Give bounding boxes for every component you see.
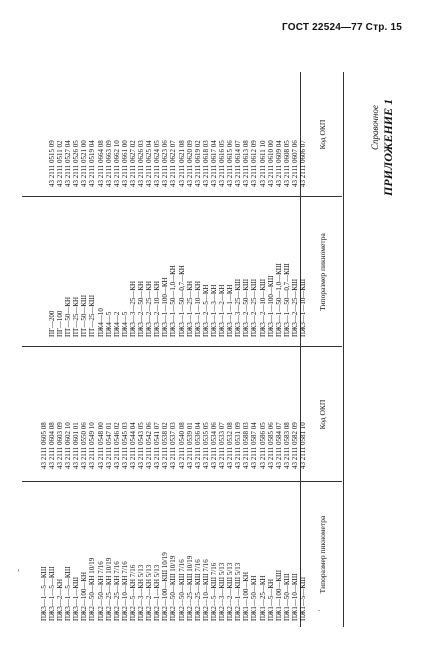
right-size-cell: ПЖ3—1—50—0,7—КН <box>177 265 186 337</box>
right-size-cell: ПЖ3—2—25—КН <box>145 280 154 337</box>
left-okp-cell: 43 2111 0536 04 <box>193 422 202 469</box>
right-okp-cell: 43 2111 0662 10 <box>112 140 121 187</box>
left-size-cell: ПЖ2—100—КН <box>80 571 89 621</box>
left-okp-cell: 43 2111 0582 09 <box>290 422 299 469</box>
left-size-cell: ПЖ2—25—КН 7/16 <box>112 561 121 621</box>
header-okp-right: Код ОКП <box>317 119 327 150</box>
right-okp-cell: 43 2111 0663 09 <box>104 140 113 187</box>
left-size-cell: ПЖ3—1—5—КШ <box>64 566 73 621</box>
right-okp-cell: 43 2111 0625 04 <box>145 140 154 187</box>
right-size-cell: ПЖ4—5 <box>120 311 129 337</box>
okp-table <box>22 72 342 627</box>
left-okp-cell: 43 2111 0542 06 <box>145 422 154 469</box>
left-size-cell: ПЖ2—50—КШ 7/16 <box>177 559 186 621</box>
right-size-cell: ПЖ3—3—25—КН <box>128 280 137 337</box>
left-okp-cell: 43 2111 0539 01 <box>185 422 194 469</box>
right-okp-cell: 43 2111 0611 10 <box>258 140 267 187</box>
right-okp-cell: 43 2111 0515 09 <box>47 140 56 187</box>
left-size-cell: ПЖ2—25—КШ 10/19 <box>185 555 194 621</box>
right-size-cell: ПЖ3—2—5—КН <box>201 284 210 337</box>
right-size-cell: ПЖ4—2 <box>112 311 121 337</box>
right-okp-cell: 43 2111 0617 04 <box>209 140 218 187</box>
appendix-title: ПРИЛОЖЕНИЕ 1 <box>381 98 395 196</box>
right-okp-cell: 43 2111 0610 00 <box>266 140 275 187</box>
left-okp-cell: 43 2111 0548 00 <box>96 422 105 469</box>
left-size-cell: ПЖ2—2—КШ 5/13 <box>226 562 235 621</box>
right-okp-cell: 43 2111 0626 03 <box>137 140 145 187</box>
right-okp-cell: 43 2111 0661 00 <box>120 140 129 187</box>
right-size-cell: ПТ—50—КН <box>64 296 73 337</box>
left-size-cell: ПЖ2—1—КШ 5/13 <box>234 562 243 621</box>
left-size-cell: ПЖ2—1—КН 5/13 <box>153 564 162 621</box>
left-okp-cell: 43 2111 0549 10 <box>88 422 97 469</box>
divider <box>22 346 342 347</box>
right-size-cell: ПГ—200 <box>47 310 56 337</box>
left-okp-cell: 43 2111 0546 02 <box>112 422 121 469</box>
left-okp-cell: 43 2111 0588 03 <box>242 422 251 469</box>
left-okp-cell: 43 2111 0604 08 <box>47 422 56 469</box>
left-okp-cell: 43 2111 0544 04 <box>128 422 137 469</box>
left-size-cell: ПЖ1—50—КШ <box>282 573 291 621</box>
right-size-cell: ПЖ3—1—25—КН <box>185 280 194 337</box>
divider <box>22 481 342 482</box>
left-size-cell: ПЖ1—5—КШ <box>299 576 307 621</box>
left-size-cell: ПЖ3—1—5—КШ <box>39 566 48 621</box>
left-size-cell: ПЖ2—10—КШ 7/16 <box>201 559 210 621</box>
left-size-cell: ПЖ2—50—КШ 10/19 <box>169 555 178 621</box>
right-okp-cell: 43 2111 0526 05 <box>72 140 81 187</box>
left-size-cell: ПЖ1—25—КН <box>258 575 267 621</box>
right-size-cell: ПЖ3—1—100—КН <box>161 277 170 337</box>
left-okp-cell: 43 2111 0535 05 <box>201 422 210 469</box>
right-size-cell: ПЖ3—2—25—КШ <box>290 278 299 337</box>
left-okp-cell: 43 2111 0583 08 <box>282 422 291 469</box>
left-size-cell: ПЖ2—25—КШ 7/16 <box>193 559 202 621</box>
right-okp-cell: 43 2111 0621 08 <box>177 140 186 187</box>
left-okp-cell: 43 2111 0581 10 <box>299 422 307 469</box>
right-size-cell: ПЖ3—1—50—1,0—КН <box>169 265 178 337</box>
left-okp-cell: 43 2111 0545 03 <box>120 422 129 469</box>
left-size-cell: ПЖ3—2—КН <box>56 578 64 621</box>
right-size-cell: ПЖ3—1—10—КШ <box>299 278 307 337</box>
right-size-cell: ПЖ3—1—10—КН <box>193 280 202 337</box>
right-size-cell: ПЖ4—10 <box>96 308 105 337</box>
right-size-cell: ПГ—100 <box>56 310 64 337</box>
right-size-cell: ПЖ3—2—25—КШ <box>250 278 259 337</box>
right-size-cell: ПЖ3—1—3—КН <box>209 284 218 337</box>
header-size-right: Типоразмер пикнометра <box>317 233 327 311</box>
left-size-cell: ПЖ1—100—КШ <box>274 569 283 621</box>
left-okp-cell: 43 2111 0533 07 <box>218 422 226 469</box>
left-okp-cell: 43 2111 0585 06 <box>266 422 275 469</box>
left-size-cell: ПЖ2—50—КН 10/19 <box>88 557 97 621</box>
left-size-cell: ПЖ2—3—КН 5/13 <box>137 564 145 621</box>
left-okp-cell: 43 2111 0586 05 <box>258 422 267 469</box>
left-size-cell: ПЖ2—100—КШ 10/19 <box>161 552 170 621</box>
left-size-cell: ПЖ1—5—КН <box>266 578 275 621</box>
right-okp-cell: 43 2111 0613 08 <box>242 140 251 187</box>
right-okp-cell: 43 2111 0511 02 <box>56 140 64 187</box>
left-okp-cell: 43 2111 0541 07 <box>153 422 162 469</box>
left-size-cell: ПЖ1—10—КШ <box>290 573 299 621</box>
right-size-cell: ПТ—25—КШ <box>88 294 97 337</box>
right-okp-cell: 43 2111 0606 07 <box>299 140 307 187</box>
page-header: ГОСТ 22524—77 Стр. 15 <box>282 22 402 33</box>
right-size-cell: ПЖ3—2—50—КН <box>137 280 145 337</box>
margin-mark: ' <box>18 568 20 577</box>
right-okp-cell: 43 2111 0620 09 <box>185 140 194 187</box>
right-okp-cell: 43 2111 0607 06 <box>290 140 299 187</box>
left-size-cell: ПЖ2—50—КН 7/16 <box>96 561 105 621</box>
left-okp-cell: 43 2111 0602 10 <box>64 422 73 469</box>
appendix-subtitle: Справочное <box>370 105 380 150</box>
left-okp-cell: 43 2111 0605 08 <box>39 422 48 469</box>
left-okp-cell: 43 2111 0532 08 <box>226 422 235 469</box>
right-okp-cell: 43 2111 0618 03 <box>201 140 210 187</box>
margin-mark: . <box>318 604 320 613</box>
left-size-cell: ПЖ2—10—КН 7/16 <box>120 561 129 621</box>
right-okp-cell: 43 2111 0614 07 <box>234 140 243 187</box>
left-size-cell: ПЖ2—2—КН 5/13 <box>145 564 154 621</box>
left-okp-cell: 43 2111 0538 02 <box>161 422 170 469</box>
right-size-cell: ПЖ3—3—25—КШ <box>234 278 243 337</box>
left-size-cell: ПЖ2—5—КН 7/16 <box>128 564 137 621</box>
left-size-cell: ПЖ1—50—КН <box>250 575 259 621</box>
right-okp-cell: 43 2111 0527 04 <box>64 140 73 187</box>
left-size-cell: ПЖ2—3—КШ 5/13 <box>218 562 226 621</box>
right-size-cell: ПТ—50—КШ <box>80 294 89 337</box>
right-okp-cell: 43 2111 0608 05 <box>282 140 291 187</box>
right-size-cell: ПЖ3—1—1—КН <box>226 284 235 337</box>
right-okp-cell: 43 2111 0616 05 <box>218 140 226 187</box>
right-okp-cell: 43 2111 0623 06 <box>161 140 170 187</box>
header-size-left: Типоразмер пикнометра <box>317 515 327 594</box>
left-okp-cell: 43 2111 0531 09 <box>234 422 243 469</box>
right-okp-cell: 43 2111 0619 02 <box>193 140 202 187</box>
right-okp-cell: 43 2111 0612 09 <box>250 140 259 187</box>
right-okp-cell: 43 2111 0615 06 <box>226 140 235 187</box>
left-okp-cell: 43 2111 0543 05 <box>137 422 145 469</box>
right-size-cell: ПЖ3—1—100—КШ <box>266 275 275 337</box>
left-okp-cell: 43 2111 0534 06 <box>209 422 218 469</box>
divider <box>22 196 342 197</box>
left-size-cell: ПЖ1—100—КН <box>242 571 251 621</box>
right-okp-cell: 43 2111 0627 02 <box>128 140 137 187</box>
right-okp-cell: 43 2111 0609 04 <box>274 140 283 187</box>
left-size-cell: ПЖ2—25—КН 10/19 <box>104 557 113 621</box>
left-okp-cell: 43 2111 0540 08 <box>177 422 186 469</box>
left-okp-cell: 43 2111 0547 01 <box>104 422 113 469</box>
left-size-cell: ПЖ3—1—КШ <box>72 576 81 621</box>
left-size-cell: ПЖ2—5—КШ 7/16 <box>209 562 218 621</box>
right-size-cell: ПЖ4—5 <box>104 311 113 337</box>
left-okp-cell: 43 2111 0587 04 <box>250 422 259 469</box>
right-okp-cell: 43 2111 0664 08 <box>96 140 105 187</box>
right-size-cell: ПЖ3—1—2—КН <box>218 284 226 337</box>
right-size-cell: ПЖ3—1—50—0,7—КШ <box>282 263 291 337</box>
left-okp-cell: 43 2111 0603 09 <box>56 422 64 469</box>
left-okp-cell: 43 2111 0550 06 <box>80 422 89 469</box>
header-okp-left: Код ОКП <box>317 399 327 430</box>
right-size-cell: ПЖ3—2—10—КШ <box>258 278 267 337</box>
right-size-cell: ПЖ3—2—50—КШ <box>242 278 251 337</box>
left-size-cell: ПЖ3—1—5—КШ <box>47 566 56 621</box>
right-size-cell: ПЖ3—2—10—КН <box>153 280 162 337</box>
right-okp-cell: 43 2111 0622 07 <box>169 140 178 187</box>
right-size-cell: ПЖ3—1—50—1,0—КШ <box>274 263 283 337</box>
right-okp-cell: 43 2111 0624 05 <box>153 140 162 187</box>
left-okp-cell: 43 2111 0584 07 <box>274 422 283 469</box>
right-okp-cell: 43 2111 0519 04 <box>88 140 97 187</box>
right-size-cell: ПТ—25—КН <box>72 296 81 337</box>
left-okp-cell: 43 2111 0537 03 <box>169 422 178 469</box>
left-okp-cell: 43 2111 0601 01 <box>72 422 81 469</box>
right-okp-cell: 43 2111 0521 00 <box>80 140 89 187</box>
